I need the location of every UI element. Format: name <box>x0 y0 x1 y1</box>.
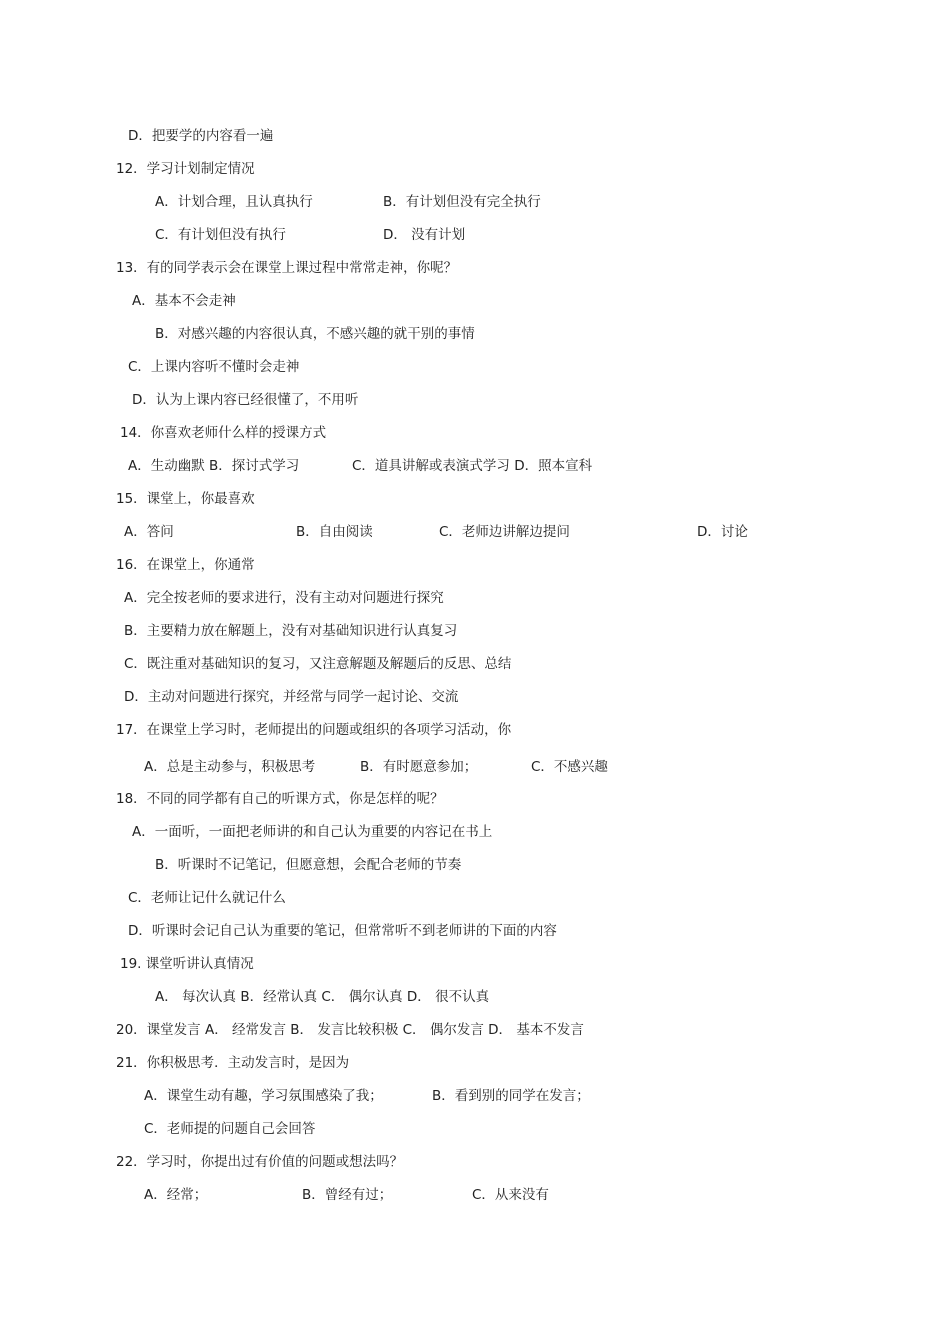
q21-option-a: A．课堂生动有趣，学习氛围感染了我； <box>144 1088 383 1104</box>
q18-option-b: B．听课时不记笔记，但愿意想，会配合老师的节奏 <box>155 857 462 873</box>
q22-option-c: C．从来没有 <box>472 1187 549 1203</box>
q16-option-c: C．既注重对基础知识的复习，又注意解题及解题后的反思、总结 <box>124 656 512 672</box>
q14-question: 14．你喜欢老师什么样的授课方式 <box>120 425 327 441</box>
q18-question: 18．不同的同学都有自己的听课方式，你是怎样的呢？ <box>116 791 444 807</box>
q14-options-ab: A．生动幽默 B．探讨式学习 <box>128 458 300 474</box>
q15-option-a: A．答问 <box>124 524 174 540</box>
q18-option-c: C．老师让记什么就记什么 <box>128 890 286 906</box>
q12-question: 12．学习计划制定情况 <box>116 161 255 177</box>
q12-option-d: D． 没有计划 <box>383 227 466 243</box>
q17-option-c: C．不感兴趣 <box>531 759 608 775</box>
q12-option-c: C．有计划但没有执行 <box>155 227 286 243</box>
q13-question: 13．有的同学表示会在课堂上课过程中常常走神，你呢？ <box>116 260 458 276</box>
q19-options: A． 每次认真 B．经常认真 C． 偶尔认真 D． 很不认真 <box>155 989 490 1005</box>
q13-option-d: D．认为上课内容已经很懂了，不用听 <box>132 392 359 408</box>
q14-options-cd: C．道具讲解或表演式学习 D．照本宣科 <box>352 458 593 474</box>
q21-question: 21．你积极思考．主动发言时，是因为 <box>116 1055 350 1071</box>
q12-option-b: B．有计划但没有完全执行 <box>383 194 541 210</box>
q16-option-d: D．主动对问题进行探究，并经常与同学一起讨论、交流 <box>124 689 459 705</box>
q15-option-b: B．自由阅读 <box>296 524 373 540</box>
q17-option-a: A．总是主动参与，积极思考 <box>144 759 316 775</box>
q13-option-c: C．上课内容听不懂时会走神 <box>128 359 300 375</box>
q15-option-d: D．讨论 <box>697 524 748 540</box>
q17-question: 17．在课堂上学习时，老师提出的问题或组织的各项学习活动，你 <box>116 722 512 738</box>
q17-option-b: B．有时愿意参加； <box>360 759 478 775</box>
q18-option-a: A．一面听，一面把老师讲的和自己认为重要的内容记在书上 <box>132 824 493 840</box>
q21-option-c: C．老师提的问题自己会回答 <box>144 1121 316 1137</box>
q11-option-d: D．把要学的内容看一遍 <box>128 128 274 144</box>
q22-question: 22．学习时，你提出过有价值的问题或想法吗？ <box>116 1154 404 1170</box>
q18-option-d: D．听课时会记自己认为重要的笔记，但常常听不到老师讲的下面的内容 <box>128 923 557 939</box>
q21-option-b: B．看到别的同学在发言； <box>432 1088 590 1104</box>
q16-option-b: B．主要精力放在解题上，没有对基础知识进行认真复习 <box>124 623 458 639</box>
q13-option-a: A．基本不会走神 <box>132 293 236 309</box>
q12-option-a: A．计划合理，且认真执行 <box>155 194 313 210</box>
q22-option-a: A．经常； <box>144 1187 208 1203</box>
q20-question: 20．课堂发言 A． 经常发言 B． 发言比较积极 C． 偶尔发言 D． 基本不发言 <box>116 1022 584 1038</box>
q16-option-a: A．完全按老师的要求进行，没有主动对问题进行探究 <box>124 590 444 606</box>
q19-question: 19. 课堂听讲认真情况 <box>120 956 254 972</box>
q15-option-c: C．老师边讲解边提问 <box>439 524 570 540</box>
q15-question: 15．课堂上，你最喜欢 <box>116 491 255 507</box>
q22-option-b: B．曾经有过； <box>302 1187 393 1203</box>
q13-option-b: B．对感兴趣的内容很认真，不感兴趣的就干别的事情 <box>155 326 475 342</box>
q16-question: 16．在课堂上，你通常 <box>116 557 255 573</box>
